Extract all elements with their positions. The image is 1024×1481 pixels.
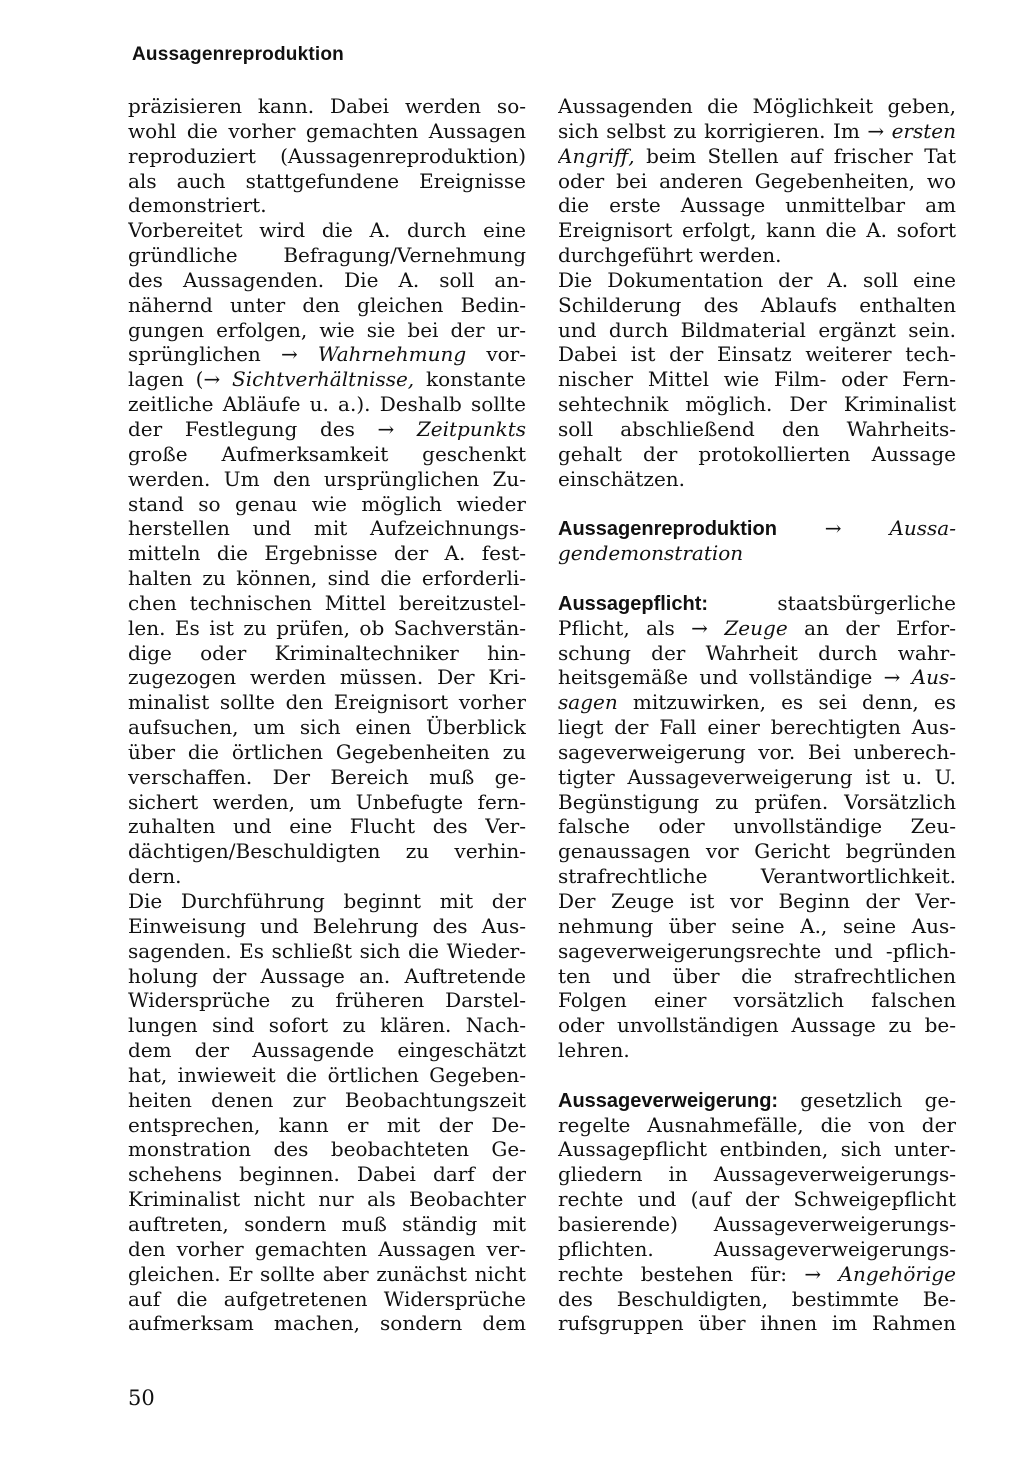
- text-segment: als auch stattgefundene Ereignisse: [128, 168, 526, 193]
- cross-reference: Angehörige: [838, 1261, 956, 1286]
- text-segment: rufsgruppen über ihnen im Rahmen: [558, 1311, 956, 1336]
- text-segment: gründliche Befragung/Vernehmung: [128, 243, 526, 268]
- text-line: [558, 193, 956, 218]
- text-segment: schehens beginnen. Dabei darf der: [128, 1162, 526, 1187]
- text-line: [128, 516, 526, 541]
- text-line: [558, 839, 956, 864]
- text-segment: gungen erfolgen, wie sie bei der ur-: [128, 317, 526, 342]
- text-line: [558, 1137, 956, 1162]
- text-segment: verschaffen. Der Bereich muß ge-: [128, 764, 526, 789]
- text-line: [558, 964, 956, 989]
- text-line: [558, 740, 956, 765]
- text-segment: gehalt der protokollierten Aussage: [558, 441, 956, 466]
- text-line: [558, 616, 956, 641]
- text-line: [128, 119, 526, 144]
- text-segment: auf die aufgetretenen Widersprüche: [128, 1286, 526, 1311]
- text-segment: oder unvollständigen Aussage zu be-: [558, 1013, 956, 1038]
- text-line: [128, 218, 526, 243]
- text-segment: strafrechtliche Verantwortlichkeit.: [558, 864, 956, 889]
- text-segment: Einweisung und Belehrung des Aus-: [128, 913, 526, 938]
- text-line: [128, 566, 526, 591]
- text-line: [128, 839, 526, 864]
- text-line: [128, 169, 526, 194]
- text-line: [128, 1063, 526, 1088]
- running-header: Aussagenreproduktion: [132, 44, 344, 65]
- text-segment: Pflicht, als →: [558, 615, 725, 640]
- text-line: [558, 1187, 956, 1212]
- text-segment: halten zu können, sind die erforderli-: [128, 566, 526, 591]
- text-line: [558, 889, 956, 914]
- entry-term: Aussagenreproduktion: [558, 518, 777, 541]
- text-segment: zeitliche Abläufe u. a.). Deshalb sollte: [128, 392, 526, 417]
- text-line: [128, 1038, 526, 1063]
- text-segment: und durch Bildmaterial ergänzt sein.: [558, 317, 956, 342]
- text-line: [558, 342, 956, 367]
- text-line: [558, 914, 956, 939]
- text-segment: zuhalten und eine Flucht des Ver-: [128, 814, 526, 839]
- text-line: [128, 392, 526, 417]
- text-line: [558, 690, 956, 715]
- text-segment: lehren.: [558, 1038, 630, 1063]
- text-segment: der Festlegung des →: [128, 416, 417, 441]
- text-line: [128, 367, 526, 392]
- cross-reference: sagen: [558, 690, 618, 715]
- right-column: [558, 94, 956, 1336]
- text-line: [128, 1287, 526, 1312]
- page-number: 50: [128, 1386, 155, 1410]
- text-line: [558, 318, 956, 343]
- text-line: [558, 939, 956, 964]
- text-segment: liegt der Fall einer berechtigten Aus-: [558, 715, 956, 740]
- text-line: [128, 268, 526, 293]
- text-segment: sehtechnik möglich. Der Kriminalist: [558, 392, 956, 417]
- text-line: [128, 293, 526, 318]
- text-line: [558, 268, 956, 293]
- text-segment: nischer Mittel wie Film- oder Fern-: [558, 367, 956, 392]
- text-line: [558, 218, 956, 243]
- text-segment: nehmung über seine A., seine Aus-: [558, 913, 956, 938]
- text-segment: herstellen und mit Aufzeichnungs-: [128, 516, 526, 541]
- text-segment: sprünglichen →: [128, 342, 318, 367]
- text-line: [128, 1262, 526, 1287]
- text-segment: soll abschließend den Wahrheits-: [558, 416, 956, 441]
- text-segment: lungen sind sofort zu klären. Nach-: [128, 1013, 526, 1038]
- text-segment: konstante: [414, 367, 526, 392]
- text-line: [558, 790, 956, 815]
- text-segment: nähernd unter den gleichen Bedin-: [128, 292, 526, 317]
- text-segment: gesetzlich ge-: [778, 1087, 956, 1112]
- text-segment: Ereignisort erfolgt, kann die A. sofort: [558, 218, 956, 243]
- text-segment: die erste Aussage unmittelbar am: [558, 193, 956, 218]
- text-line: [558, 169, 956, 194]
- text-line: [558, 144, 956, 169]
- text-line: [128, 665, 526, 690]
- text-segment: sageverweigerung vor. Bei unberech-: [558, 739, 956, 764]
- text-line: [128, 1113, 526, 1138]
- text-segment: lagen (→: [128, 367, 233, 392]
- text-segment: beim Stellen auf frischer Tat: [634, 143, 956, 168]
- text-line: [128, 94, 526, 119]
- text-line: [128, 442, 526, 467]
- text-segment: durchgeführt werden.: [558, 243, 782, 268]
- text-segment: demonstriert.: [128, 193, 267, 218]
- text-segment: den vorher gemachten Aussagen ver-: [128, 1236, 526, 1261]
- text-line: [558, 765, 956, 790]
- text-line: [128, 318, 526, 343]
- text-line: [128, 790, 526, 815]
- text-line: [558, 591, 956, 616]
- text-segment: Aussagepflicht entbinden, sich unter-: [558, 1137, 956, 1162]
- text-line: [128, 1088, 526, 1113]
- cross-reference: Zeuge: [724, 615, 788, 640]
- text-segment: falsche oder unvollständige Zeu-: [558, 814, 956, 839]
- text-segment: hat, inwieweit die örtlichen Gegeben-: [128, 1062, 526, 1087]
- text-segment: Folgen einer vorsätzlich falschen: [558, 988, 956, 1013]
- text-segment: heitsgemäße und vollständige →: [558, 665, 912, 690]
- text-segment: reproduziert (Aussagenreproduktion): [128, 143, 526, 168]
- text-line: [128, 889, 526, 914]
- text-segment: auftreten, sondern muß ständig mit: [128, 1211, 526, 1236]
- text-segment: Aussagenden die Möglichkeit geben,: [558, 94, 956, 118]
- text-segment: dem der Aussagende eingeschätzt: [128, 1038, 526, 1063]
- text-line: [128, 243, 526, 268]
- text-line: [558, 665, 956, 690]
- text-line: [558, 541, 956, 566]
- text-line: [558, 814, 956, 839]
- text-line: [558, 1311, 956, 1336]
- text-line: [128, 715, 526, 740]
- text-segment: Widersprüche zu früheren Darstel-: [128, 988, 526, 1013]
- text-line: [558, 243, 956, 268]
- text-segment: aufsuchen, um sich einen Überblick: [128, 715, 526, 740]
- cross-reference: Angriff,: [558, 143, 635, 168]
- text-segment: mitzuwirken, es sei denn, es: [617, 690, 956, 715]
- entry-term: Aussagepflicht:: [558, 592, 709, 615]
- text-line: [128, 541, 526, 566]
- text-segment: oder bei anderen Gegebenheiten, wo: [558, 168, 956, 193]
- entry-term: Aussageverweigerung:: [558, 1089, 779, 1112]
- text-line: [128, 616, 526, 641]
- text-segment: werden. Um den ursprünglichen Zu-: [128, 466, 526, 491]
- text-line: [128, 939, 526, 964]
- text-segment: einschätzen.: [558, 466, 686, 491]
- text-segment: gliedern in Aussageverweigerungs-: [558, 1162, 956, 1187]
- text-line: [128, 864, 526, 889]
- text-segment: schung der Wahrheit durch wahr-: [558, 640, 956, 665]
- text-line: [128, 914, 526, 939]
- text-segment: sichert werden, um Unbefugte fern-: [128, 789, 526, 814]
- text-segment: aufmerksam machen, sondern dem: [128, 1311, 526, 1336]
- text-line: [558, 1262, 956, 1287]
- text-segment: →: [776, 516, 890, 541]
- text-line: [128, 342, 526, 367]
- paragraph-gap: [558, 566, 956, 591]
- text-line: [128, 765, 526, 790]
- text-segment: dern.: [128, 864, 182, 889]
- text-segment: sageverweigerungsrechte und -pflich-: [558, 938, 956, 963]
- paragraph-gap: [558, 1063, 956, 1088]
- cross-reference: Zeitpunkts: [416, 416, 526, 441]
- text-segment: tigter Aussageverweigerung ist u. U.: [558, 764, 956, 789]
- text-line: [558, 119, 956, 144]
- text-segment: dige oder Kriminaltechniker hin-: [128, 640, 526, 665]
- text-line: [128, 641, 526, 666]
- text-line: [558, 641, 956, 666]
- cross-reference: Sichtverhältnisse,: [232, 367, 415, 392]
- text-segment: wohl die vorher gemachten Aussagen: [128, 118, 526, 143]
- text-line: [128, 1187, 526, 1212]
- text-segment: pflichten. Aussageverweigerungs-: [558, 1236, 956, 1261]
- text-segment: rechte bestehen für: →: [558, 1261, 839, 1286]
- text-segment: über die örtlichen Gegebenheiten zu: [128, 739, 526, 764]
- text-line: [128, 417, 526, 442]
- text-segment: stand so genau wie möglich wieder: [128, 491, 526, 516]
- text-segment: Vorbereitet wird die A. durch eine: [128, 218, 526, 243]
- text-line: [558, 1013, 956, 1038]
- text-line: [128, 988, 526, 1013]
- text-segment: mitteln die Ergebnisse der A. fest-: [128, 541, 526, 566]
- text-line: [558, 1287, 956, 1312]
- text-segment: dächtigen/Beschuldigten zu verhin-: [128, 839, 526, 864]
- text-line: [558, 442, 956, 467]
- text-line: [558, 367, 956, 392]
- text-segment: rechte und (auf der Schweigepflicht: [558, 1187, 956, 1212]
- text-line: [128, 740, 526, 765]
- cross-reference: Aussa-: [889, 516, 956, 541]
- text-segment: ten und über die strafrechtlichen: [558, 963, 956, 988]
- paragraph-gap: [558, 492, 956, 517]
- text-line: [558, 417, 956, 442]
- text-line: [558, 1237, 956, 1262]
- cross-reference: Aus-: [911, 665, 956, 690]
- text-line: [128, 1013, 526, 1038]
- text-line: [128, 1237, 526, 1262]
- text-line: [558, 988, 956, 1013]
- text-line: [558, 392, 956, 417]
- text-segment: große Aufmerksamkeit geschenkt: [128, 441, 526, 466]
- text-segment: Kriminalist nicht nur als Beobachter: [128, 1187, 526, 1212]
- text-segment: des Aussagenden. Die A. soll an-: [128, 267, 526, 292]
- text-segment: des Beschuldigten, bestimmte Be-: [558, 1286, 956, 1311]
- cross-reference: ersten: [891, 118, 956, 143]
- text-segment: monstration des beobachteten Ge-: [128, 1137, 526, 1162]
- cross-reference: Wahrnehmung: [317, 342, 467, 367]
- text-line: [558, 467, 956, 492]
- text-segment: Der Zeuge ist vor Beginn der Ver-: [558, 889, 956, 913]
- text-line: [558, 516, 956, 541]
- text-segment: holung der Aussage an. Auftretende: [128, 963, 526, 988]
- text-line: [558, 1038, 956, 1063]
- text-segment: an der Erfor-: [787, 615, 956, 640]
- text-segment: minalist sollte den Ereignisort vorher: [128, 690, 526, 715]
- text-line: [558, 1162, 956, 1187]
- text-line: [558, 715, 956, 740]
- text-segment: heiten denen zur Beobachtungszeit: [128, 1087, 526, 1112]
- text-segment: Begünstigung zu prüfen. Vorsätzlich: [558, 789, 956, 814]
- text-line: [128, 1137, 526, 1162]
- text-segment: sich selbst zu korrigieren. Im →: [558, 118, 892, 143]
- text-line: [128, 690, 526, 715]
- text-segment: staatsbürgerliche: [708, 590, 956, 615]
- text-segment: len. Es ist zu prüfen, ob Sachverstän-: [128, 615, 526, 640]
- text-segment: entsprechen, kann er mit der De-: [128, 1112, 526, 1137]
- text-line: [128, 591, 526, 616]
- text-segment: sagenden. Es schließt sich die Wieder-: [128, 938, 526, 963]
- text-segment: genaussagen vor Gericht begründen: [558, 839, 956, 864]
- text-line: [128, 467, 526, 492]
- text-line: [128, 492, 526, 517]
- text-line: [128, 814, 526, 839]
- text-segment: Die Dokumentation der A. soll eine: [558, 267, 956, 292]
- text-line: [128, 144, 526, 169]
- text-line: [128, 1212, 526, 1237]
- text-segment: chen technischen Mittel bereitzustel-: [128, 590, 526, 615]
- text-segment: Die Durchführung beginnt mit der: [128, 889, 526, 913]
- text-line: [558, 1113, 956, 1138]
- text-segment: vor-: [466, 342, 526, 367]
- text-line: [128, 964, 526, 989]
- text-line: [558, 1088, 956, 1113]
- text-line: [558, 864, 956, 889]
- text-line: [558, 293, 956, 318]
- left-column: [128, 94, 526, 1336]
- text-segment: Schilderung des Ablaufs enthalten: [558, 292, 956, 317]
- text-line: [558, 94, 956, 119]
- cross-reference: gendemonstration: [558, 541, 744, 566]
- text-line: [128, 193, 526, 218]
- text-segment: regelte Ausnahmefälle, die von der: [558, 1112, 956, 1137]
- text-line: [128, 1162, 526, 1187]
- text-segment: präzisieren kann. Dabei werden so-: [128, 94, 526, 118]
- text-line: [128, 1311, 526, 1336]
- text-line: [558, 1212, 956, 1237]
- text-segment: zugezogen werden müssen. Der Kri-: [128, 665, 526, 690]
- text-segment: Dabei ist der Einsatz weiterer tech-: [558, 342, 956, 367]
- text-segment: gleichen. Er sollte aber zunächst nicht: [128, 1261, 526, 1286]
- text-segment: basierende) Aussageverweigerungs-: [558, 1211, 956, 1236]
